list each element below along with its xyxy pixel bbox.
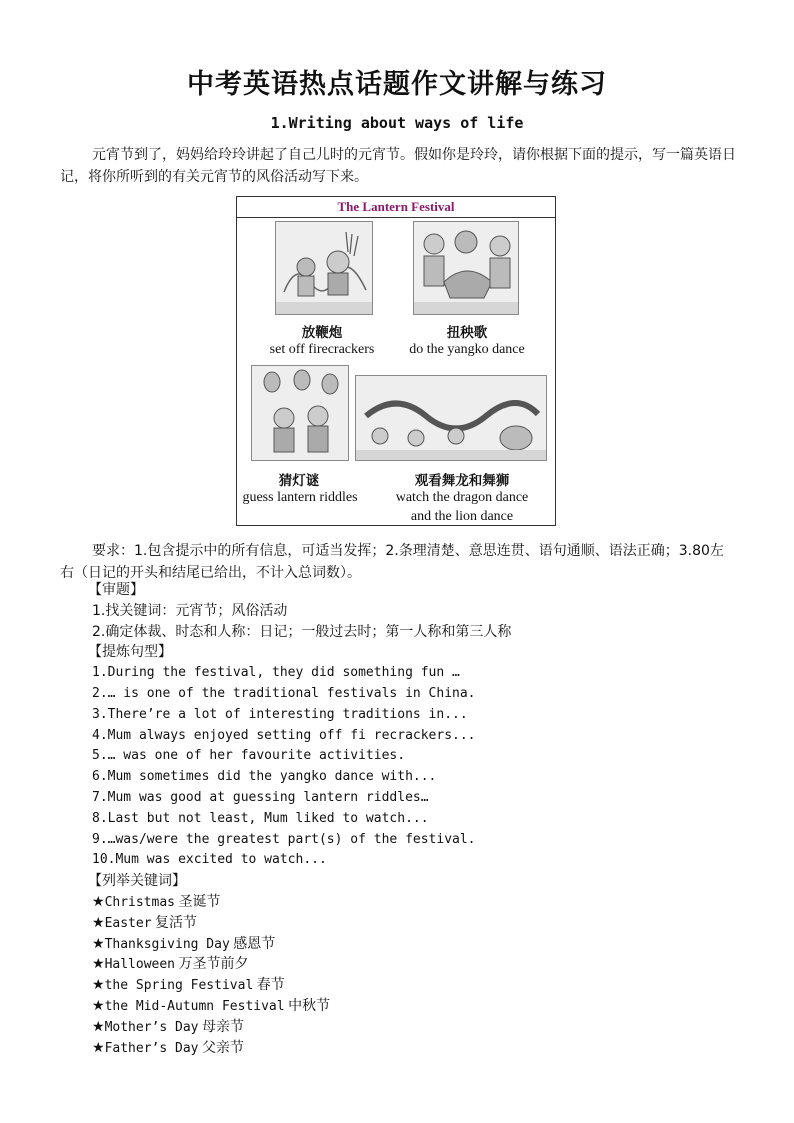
sentence-pattern: 4.Mum always enjoyed setting off fi recrackers... <box>92 727 476 743</box>
star-icon: ★ <box>92 1039 105 1056</box>
keyword-cn: 父亲节 <box>201 1039 244 1056</box>
caption-riddles-en: guess lantern riddles <box>242 490 358 505</box>
star-icon: ★ <box>92 997 105 1014</box>
star-icon: ★ <box>92 977 105 994</box>
page-subtitle: 1.Writing about ways of life <box>270 114 524 132</box>
analysis-section <box>60 580 760 1058</box>
keyword-item <box>60 1038 760 1059</box>
caption-firecrackers-cn: 放鞭炮 <box>301 325 343 341</box>
caption-dragon-en-line1: watch the dragon dance <box>395 490 529 505</box>
star-icon: ★ <box>92 935 105 952</box>
keyword-item <box>60 934 760 955</box>
star-icon: ★ <box>92 893 105 910</box>
dragon-lion-dance-illustration <box>355 375 547 461</box>
sentence-pattern: 3.There’re a lot of interesting traditions in... <box>92 706 468 722</box>
analysis-heading: 【审题】 <box>88 582 144 598</box>
keyword-cn: 感恩节 <box>233 935 276 952</box>
sentence-pattern: 2.… is one of the traditional festivals in China. <box>92 685 476 701</box>
caption-yangko-cn: 扭秧歌 <box>446 325 488 341</box>
sentence-pattern: 6.Mum sometimes did the yangko dance with... <box>92 769 437 785</box>
keyword-item <box>60 1017 760 1038</box>
keyword-cn: 万圣节前夕 <box>178 956 249 973</box>
sentence-pattern: 1.During the festival, they did something fun … <box>92 665 460 681</box>
lantern-riddles-illustration <box>251 365 349 461</box>
keyword-item <box>60 892 760 913</box>
keyword-item <box>60 954 760 975</box>
keywords-heading: 【列举关键词】 <box>88 873 186 890</box>
analysis-item: 2.确定体裁、时态和人称：日记；一般过去时；第一人称和第三人称 <box>92 623 512 640</box>
sentences-heading: 【提炼句型】 <box>88 644 172 661</box>
keyword-en: Mother’s Day <box>104 1019 199 1035</box>
caption-dragon-cn: 观看舞龙和舞狮 <box>414 473 510 489</box>
figure-header: The Lantern Festival <box>237 197 555 218</box>
requirements-text: 要求：1.包含提示中的所有信息，可适当发挥；2.条理清楚、意思连贯、语句通顺、语法正确；3.80左右（日记的开头和结尾已给出，不计入总词数）。 <box>60 543 724 581</box>
star-icon: ★ <box>92 914 105 931</box>
caption-yangko-en: do the yangko dance <box>409 342 525 357</box>
keyword-en: Thanksgiving Day <box>104 936 230 952</box>
keyword-en: the Spring Festival <box>104 978 254 994</box>
caption-dragon-en-line2: and the lion dance <box>410 509 514 524</box>
star-icon: ★ <box>92 1018 105 1035</box>
keyword-en: Father’s Day <box>104 1040 199 1056</box>
sentence-pattern: 7.Mum was good at guessing lantern riddles… <box>92 789 429 805</box>
lantern-festival-figure <box>236 196 556 526</box>
keyword-cn: 复活节 <box>155 914 198 931</box>
keyword-item <box>60 975 760 996</box>
yangko-dance-illustration <box>413 221 519 315</box>
keyword-en: Christmas <box>104 894 176 910</box>
keyword-cn: 春节 <box>256 977 285 994</box>
keyword-item <box>60 913 760 934</box>
caption-firecrackers-en: set off firecrackers <box>269 342 375 357</box>
keyword-item <box>60 996 760 1017</box>
sentence-pattern: 9.…was/were the greatest part(s) of the festival. <box>92 831 476 847</box>
star-icon: ★ <box>92 956 105 973</box>
page-title: 中考英语热点话题作文讲解与练习 <box>187 69 607 100</box>
keyword-en: Easter <box>104 915 152 931</box>
keyword-cn: 中秋节 <box>288 997 331 1014</box>
writing-prompt: 元宵节到了，妈妈给玲玲讲起了自己儿时的元宵节。假如你是玲玲，请你根据下面的提示，写一篇英语日记，将你所听到的有关元宵节的风俗活动写下来。 <box>60 147 736 185</box>
sentence-pattern: 8.Last but not least, Mum liked to watch... <box>92 810 429 826</box>
firecrackers-illustration <box>275 221 373 315</box>
sentence-pattern: 10.Mum was excited to watch... <box>92 852 327 868</box>
keyword-en: the Mid-Autumn Festival <box>104 998 285 1014</box>
keyword-en: Halloween <box>104 957 176 973</box>
keyword-cn: 母亲节 <box>201 1018 244 1035</box>
sentence-pattern: 5.… was one of her favourite activities. <box>92 748 406 764</box>
analysis-item: 1.找关键词：元宵节；风俗活动 <box>92 602 288 619</box>
caption-riddles-cn: 猜灯谜 <box>278 473 320 489</box>
keyword-cn: 圣诞节 <box>178 893 221 910</box>
